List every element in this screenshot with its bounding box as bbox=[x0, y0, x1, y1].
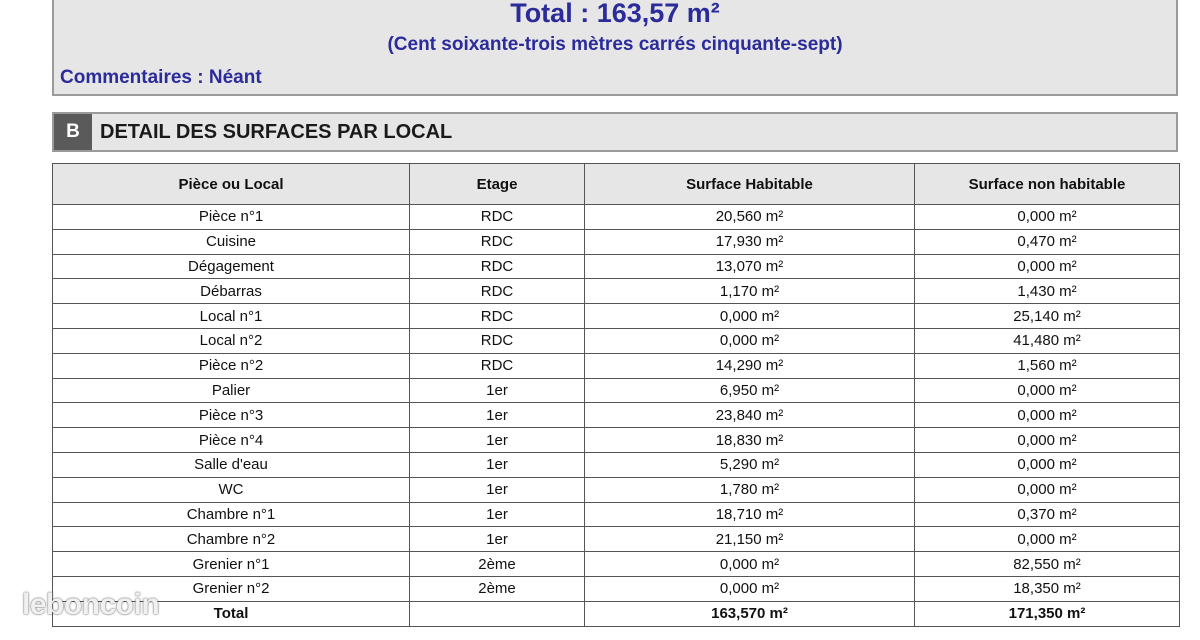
column-header-living-area: Surface Habitable bbox=[585, 164, 915, 205]
total-area-in-words: (Cent soixante-trois mètres carrés cinquante-sept) bbox=[387, 34, 843, 55]
leboncoin-watermark: leboncoin bbox=[22, 588, 160, 621]
table-row bbox=[53, 304, 1180, 329]
living-area-cell: 0,000 m² bbox=[585, 576, 915, 601]
room-cell: Pièce n°1 bbox=[53, 205, 410, 230]
floor-cell: 1er bbox=[410, 428, 585, 453]
table-row bbox=[53, 205, 1180, 230]
column-header-floor: Etage bbox=[410, 164, 585, 205]
living-area-cell: 6,950 m² bbox=[585, 378, 915, 403]
room-cell: WC bbox=[53, 477, 410, 502]
floor-cell: 1er bbox=[410, 502, 585, 527]
room-cell: Palier bbox=[53, 378, 410, 403]
non-living-area-cell: 41,480 m² bbox=[915, 328, 1180, 353]
room-cell: Grenier n°1 bbox=[53, 552, 410, 577]
floor-cell: RDC bbox=[410, 254, 585, 279]
room-cell: Pièce n°3 bbox=[53, 403, 410, 428]
comments-text: Commentaires : Néant bbox=[60, 67, 262, 88]
table-row bbox=[53, 353, 1180, 378]
floor-cell: 1er bbox=[410, 527, 585, 552]
floor-cell: 1er bbox=[410, 452, 585, 477]
non-living-area-cell: 0,000 m² bbox=[915, 254, 1180, 279]
floor-cell: RDC bbox=[410, 353, 585, 378]
room-cell: Chambre n°2 bbox=[53, 527, 410, 552]
table-row bbox=[53, 279, 1180, 304]
living-area-cell: 5,290 m² bbox=[585, 452, 915, 477]
non-living-area-cell: 1,430 m² bbox=[915, 279, 1180, 304]
non-living-area-cell: 0,370 m² bbox=[915, 502, 1180, 527]
room-cell: Cuisine bbox=[53, 229, 410, 254]
table-row bbox=[53, 452, 1180, 477]
non-living-area-cell: 0,000 m² bbox=[915, 403, 1180, 428]
living-area-cell: 1,780 m² bbox=[585, 477, 915, 502]
total-floor-cell bbox=[410, 601, 585, 626]
non-living-area-cell: 0,000 m² bbox=[915, 205, 1180, 230]
floor-cell: RDC bbox=[410, 304, 585, 329]
non-living-area-cell: 18,350 m² bbox=[915, 576, 1180, 601]
floor-cell: 2ème bbox=[410, 552, 585, 577]
room-cell: Local n°2 bbox=[53, 328, 410, 353]
floor-cell: RDC bbox=[410, 279, 585, 304]
living-area-cell: 0,000 m² bbox=[585, 328, 915, 353]
table-row bbox=[53, 552, 1180, 577]
non-living-area-cell: 82,550 m² bbox=[915, 552, 1180, 577]
room-cell: Dégagement bbox=[53, 254, 410, 279]
total-label-cell: Total bbox=[53, 601, 410, 626]
floor-cell: 1er bbox=[410, 378, 585, 403]
non-living-area-cell: 0,000 m² bbox=[915, 428, 1180, 453]
table-row bbox=[53, 229, 1180, 254]
room-cell: Salle d'eau bbox=[53, 452, 410, 477]
floor-cell: RDC bbox=[410, 229, 585, 254]
floor-cell: 1er bbox=[410, 477, 585, 502]
living-area-cell: 17,930 m² bbox=[585, 229, 915, 254]
room-cell: Pièce n°4 bbox=[53, 428, 410, 453]
living-area-cell: 0,000 m² bbox=[585, 552, 915, 577]
living-area-cell: 18,830 m² bbox=[585, 428, 915, 453]
section-header bbox=[52, 112, 1178, 152]
table-row bbox=[53, 328, 1180, 353]
living-area-cell: 1,170 m² bbox=[585, 279, 915, 304]
living-area-cell: 14,290 m² bbox=[585, 353, 915, 378]
living-area-cell: 20,560 m² bbox=[585, 205, 915, 230]
table-row bbox=[53, 428, 1180, 453]
room-cell: Grenier n°2 bbox=[53, 576, 410, 601]
total-non-living-area-cell: 171,350 m² bbox=[915, 601, 1180, 626]
table-row bbox=[53, 477, 1180, 502]
floor-cell: 1er bbox=[410, 403, 585, 428]
table-row bbox=[53, 576, 1180, 601]
room-cell: Local n°1 bbox=[53, 304, 410, 329]
room-cell: Débarras bbox=[53, 279, 410, 304]
total-area: Total : 163,57 m² bbox=[510, 0, 720, 28]
table-row bbox=[53, 502, 1180, 527]
summary-panel bbox=[52, 0, 1178, 96]
living-area-cell: 18,710 m² bbox=[585, 502, 915, 527]
non-living-area-cell: 0,470 m² bbox=[915, 229, 1180, 254]
section-letter-badge: B bbox=[54, 114, 92, 150]
non-living-area-cell: 0,000 m² bbox=[915, 452, 1180, 477]
room-cell: Chambre n°1 bbox=[53, 502, 410, 527]
floor-cell: 2ème bbox=[410, 576, 585, 601]
non-living-area-cell: 0,000 m² bbox=[915, 527, 1180, 552]
table-row bbox=[53, 378, 1180, 403]
column-header-room: Pièce ou Local bbox=[53, 164, 410, 205]
total-living-area-cell: 163,570 m² bbox=[585, 601, 915, 626]
living-area-cell: 0,000 m² bbox=[585, 304, 915, 329]
section-title: DETAIL DES SURFACES PAR LOCAL bbox=[100, 121, 453, 143]
room-cell: Pièce n°2 bbox=[53, 353, 410, 378]
living-area-cell: 21,150 m² bbox=[585, 527, 915, 552]
non-living-area-cell: 0,000 m² bbox=[915, 477, 1180, 502]
non-living-area-cell: 0,000 m² bbox=[915, 378, 1180, 403]
living-area-cell: 23,840 m² bbox=[585, 403, 915, 428]
total-row bbox=[53, 601, 1180, 626]
living-area-cell: 13,070 m² bbox=[585, 254, 915, 279]
non-living-area-cell: 1,560 m² bbox=[915, 353, 1180, 378]
floor-cell: RDC bbox=[410, 205, 585, 230]
floor-cell: RDC bbox=[410, 328, 585, 353]
column-header-non-living-area: Surface non habitable bbox=[915, 164, 1180, 205]
surfaces-table bbox=[52, 163, 1180, 627]
table-row bbox=[53, 403, 1180, 428]
table-header-row bbox=[53, 164, 1180, 205]
non-living-area-cell: 25,140 m² bbox=[915, 304, 1180, 329]
table-row bbox=[53, 254, 1180, 279]
table-row bbox=[53, 527, 1180, 552]
